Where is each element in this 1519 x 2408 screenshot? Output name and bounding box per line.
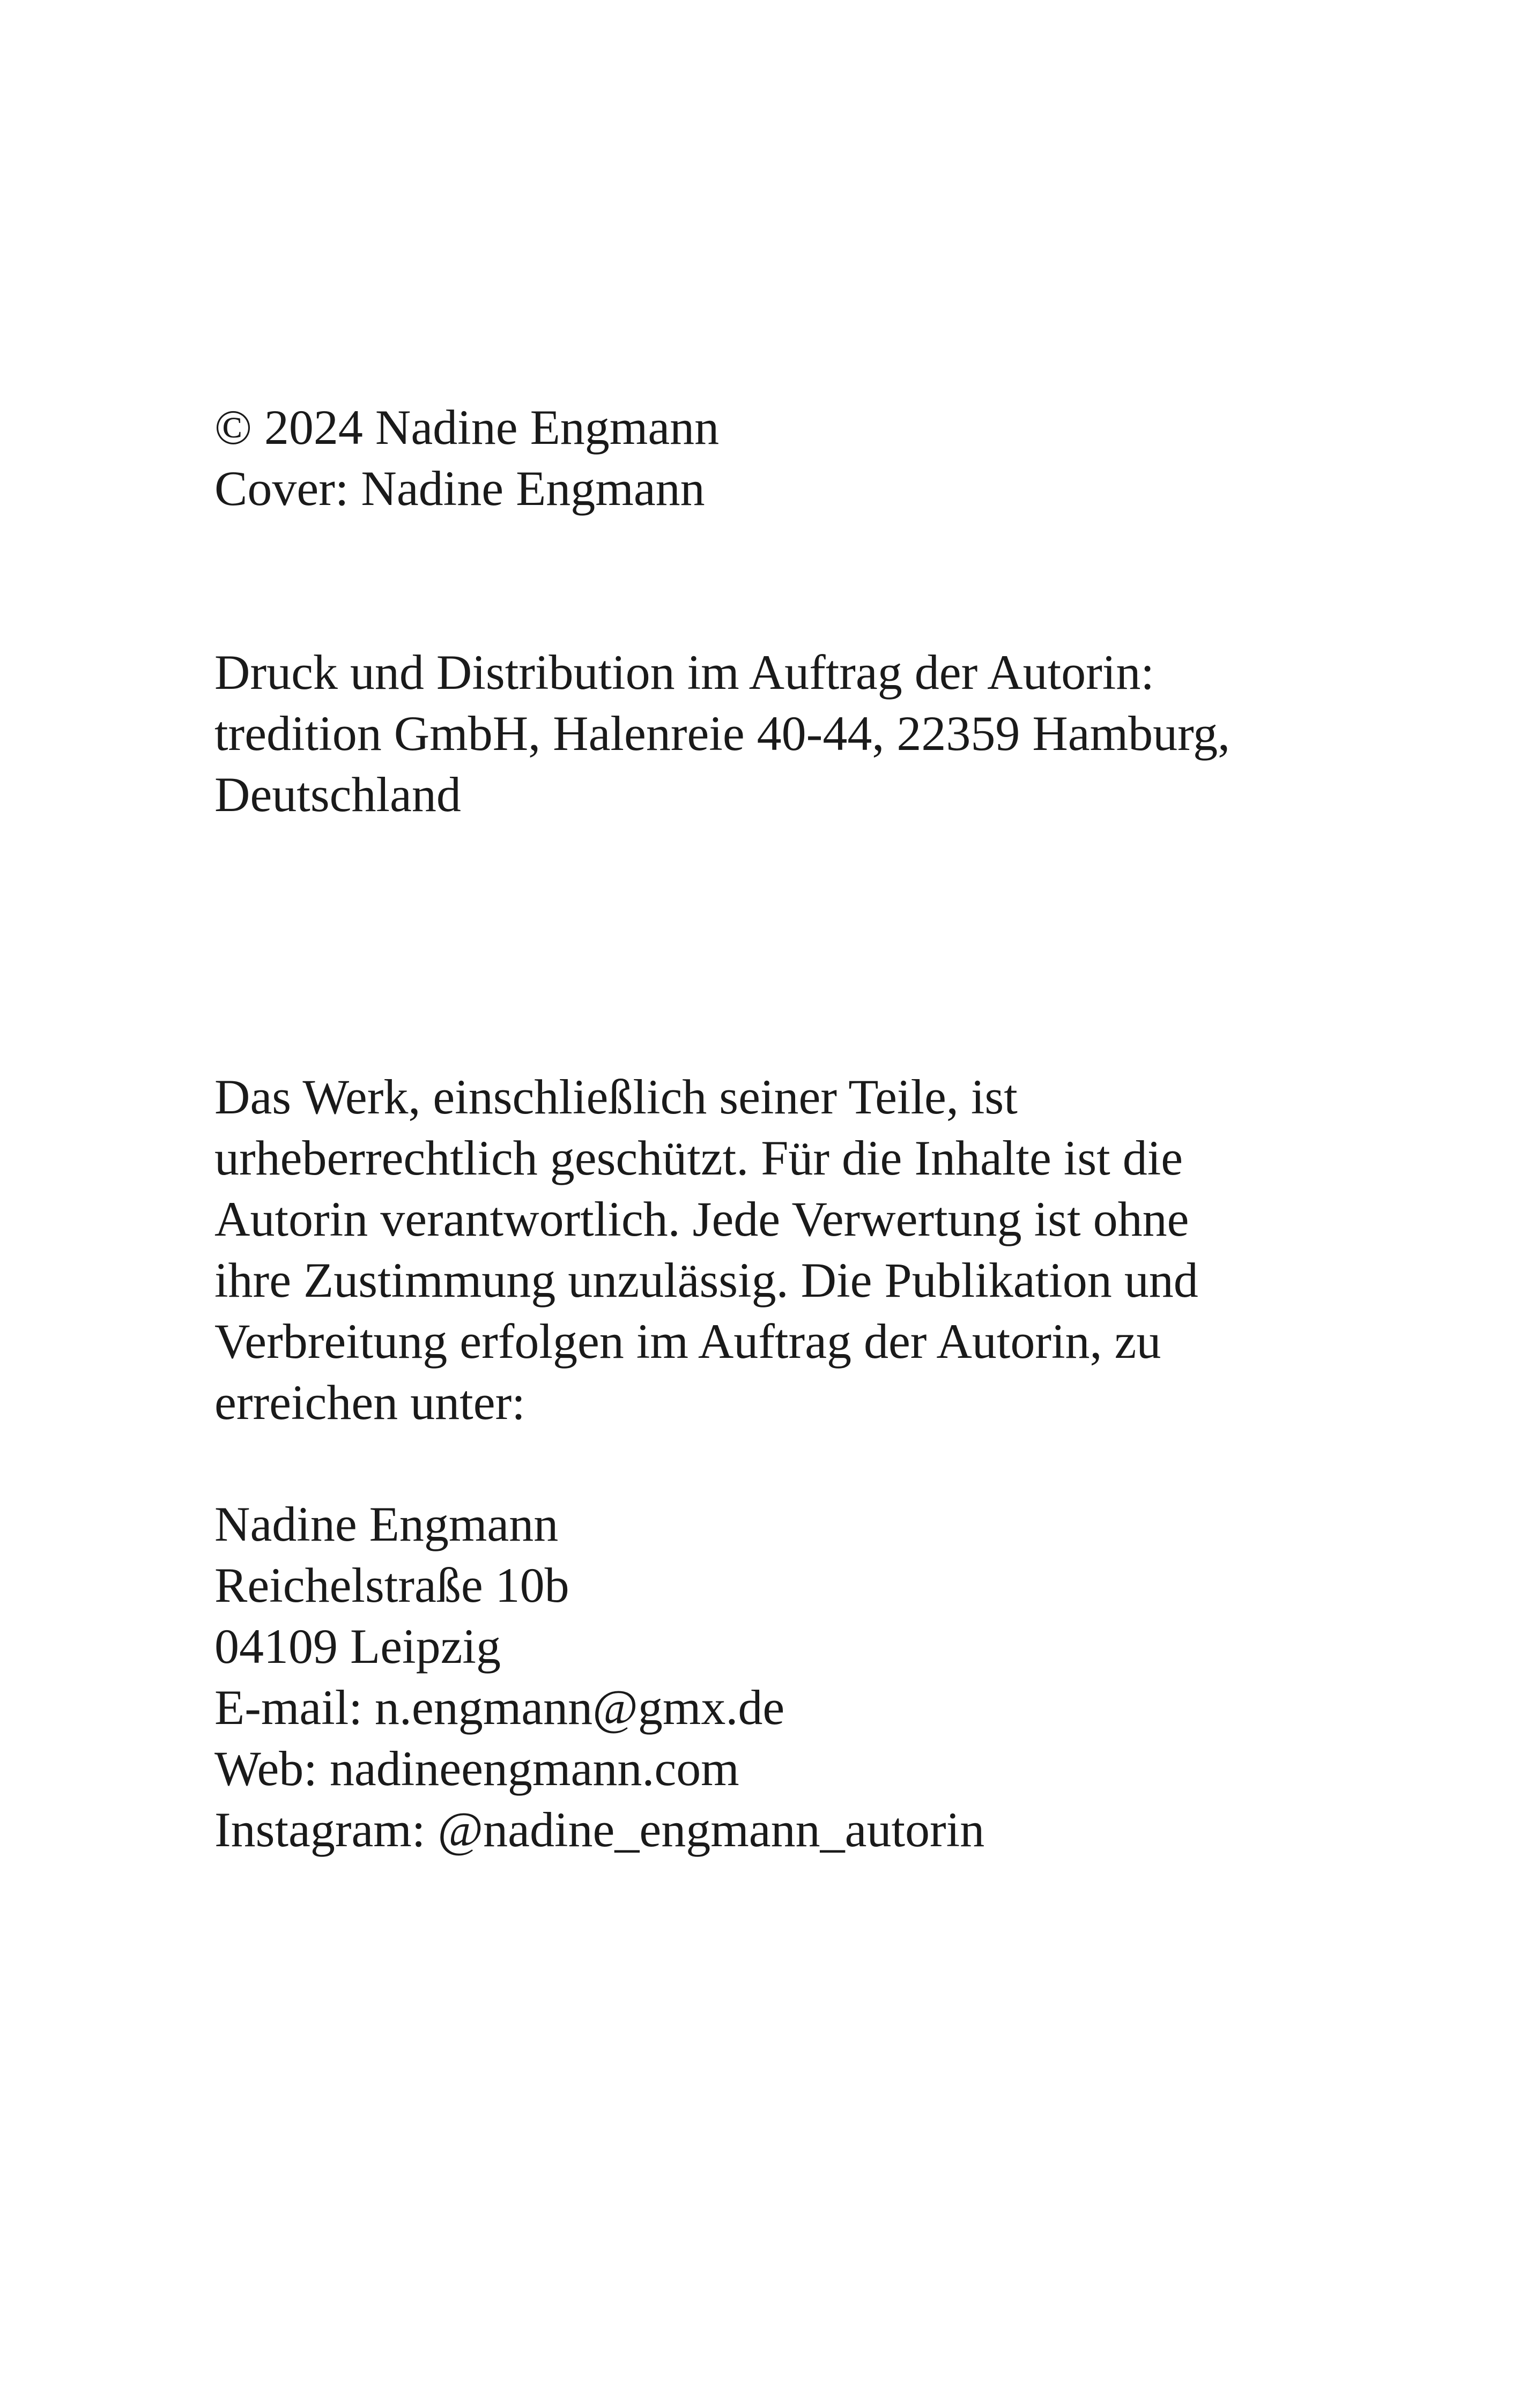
- printer-block: [214, 642, 1340, 825]
- legal-notice-block: [214, 1066, 1340, 1433]
- contact-name: Nadine Engmann: [214, 1497, 559, 1551]
- contact-block: [214, 1493, 1340, 1860]
- legal-line: ihre Zustimmung unzulässig. Die Publikation und: [214, 1253, 1198, 1307]
- copyright-block: [214, 397, 1340, 519]
- contact-email: E-mail: n.engmann@gmx.de: [214, 1680, 785, 1735]
- legal-line: urheberrechtlich geschützt. Für die Inhalte ist die: [214, 1131, 1183, 1185]
- legal-line: Das Werk, einschließlich seiner Teile, ist: [214, 1069, 1018, 1124]
- printer-line: Deutschland: [214, 767, 461, 822]
- cover-credit-line: Cover: Nadine Engmann: [214, 461, 705, 516]
- contact-street: Reichelstraße 10b: [214, 1558, 569, 1612]
- legal-line: Verbreitung erfolgen im Auftrag der Autorin, zu: [214, 1314, 1161, 1369]
- printer-line: tredition GmbH, Halenreie 40-44, 22359 Hamburg,: [214, 706, 1231, 761]
- copyright-line: © 2024 Nadine Engmann: [214, 400, 720, 455]
- contact-city: 04109 Leipzig: [214, 1619, 501, 1674]
- printer-line: Druck und Distribution im Auftrag der Autorin:: [214, 645, 1154, 700]
- legal-line: erreichen unter:: [214, 1375, 525, 1430]
- legal-line: Autorin verantwortlich. Jede Verwertung ist ohne: [214, 1192, 1189, 1246]
- contact-web: Web: nadineengmann.com: [214, 1741, 739, 1796]
- contact-instagram: Instagram: @nadine_engmann_autorin: [214, 1802, 985, 1857]
